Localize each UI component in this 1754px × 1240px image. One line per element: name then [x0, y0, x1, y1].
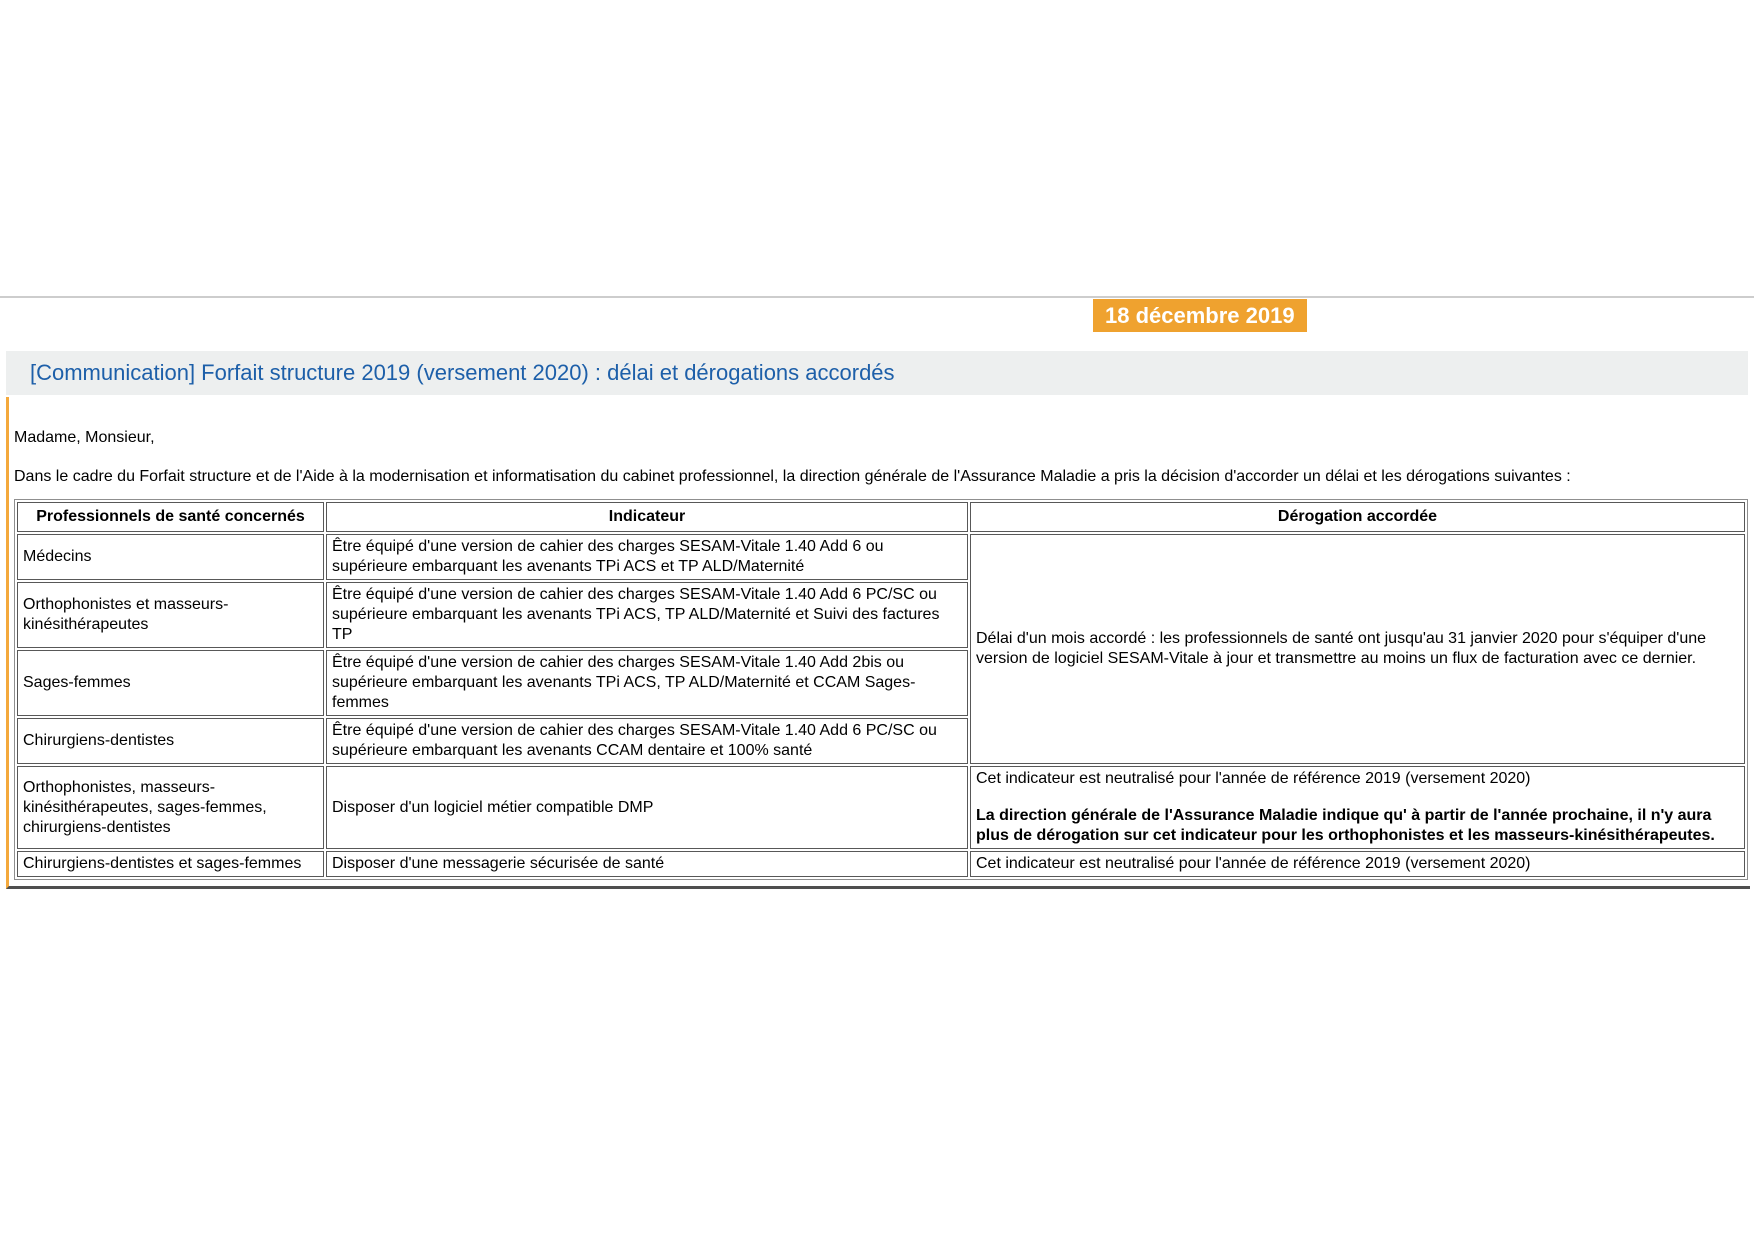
cell-professionnels: Orthophonistes, masseurs-kinésithérapeutes, sages-femmes, chirurgiens-dentistes [17, 766, 324, 849]
table-row [17, 534, 1745, 580]
cell-derogation [970, 766, 1745, 849]
cell-professionnels: Médecins [17, 534, 324, 580]
top-divider [0, 296, 1754, 298]
title-bar [6, 351, 1748, 395]
derogations-table [14, 499, 1748, 880]
cell-derogation-groupe: Délai d'un mois accordé : les professionnels de santé ont jusqu'au 31 janvier 2020 pour s'équiper d'une version de logiciel SESAM-Vitale à jour et transmettre au moins un flux de facturation avec ce dernier. [970, 534, 1745, 764]
cell-professionnels: Chirurgiens-dentistes [17, 718, 324, 764]
cell-indicateur: Disposer d'une messagerie sécurisée de santé [326, 851, 968, 877]
cell-indicateur: Disposer d'un logiciel métier compatible DMP [326, 766, 968, 849]
salutation: Madame, Monsieur, [14, 429, 155, 446]
cell-professionnels: Chirurgiens-dentistes et sages-femmes [17, 851, 324, 877]
header-indicateur: Indicateur [326, 502, 968, 532]
header-derogation: Dérogation accordée [970, 502, 1745, 532]
cell-indicateur: Être équipé d'une version de cahier des charges SESAM-Vitale 1.40 Add 6 PC/SC ou supérieure embarquant les avenants CCAM dentaire et 100% santé [326, 718, 968, 764]
cell-indicateur: Être équipé d'une version de cahier des charges SESAM-Vitale 1.40 Add 2bis ou supérieure embarquant les avenants TPi ACS, TP ALD/Maternité et CCAM Sages-femmes [326, 650, 968, 716]
cell-professionnels: Sages-femmes [17, 650, 324, 716]
intro-paragraph: Dans le cadre du Forfait structure et de l'Aide à la modernisation et informatisation du cabinet professionnel, la direction générale de l'Assurance Maladie a pris la décision d'accorder un délai et les dérogations suivantes : [14, 468, 1571, 485]
cell-derogation: Cet indicateur est neutralisé pour l'année de référence 2019 (versement 2020) [970, 851, 1745, 877]
header-professionnels: Professionnels de santé concernés [17, 502, 324, 532]
table-row [17, 766, 1745, 849]
cell-indicateur: Être équipé d'une version de cahier des charges SESAM-Vitale 1.40 Add 6 ou supérieure embarquant les avenants TPi ACS et TP ALD/Maternité [326, 534, 968, 580]
communication-body [6, 397, 1750, 889]
date-badge: 18 décembre 2019 [1093, 299, 1307, 332]
cell-professionnels: Orthophonistes et masseurs-kinésithérapeutes [17, 582, 324, 648]
table-row [17, 851, 1745, 877]
derogation-text: Cet indicateur est neutralisé pour l'année de référence 2019 (versement 2020) [976, 770, 1531, 787]
cell-indicateur: Être équipé d'une version de cahier des charges SESAM-Vitale 1.40 Add 6 PC/SC ou supérieure embarquant les avenants TPi ACS, TP ALD/Maternité et Suivi des factures TP [326, 582, 968, 648]
page-title: [Communication] Forfait structure 2019 (versement 2020) : délai et dérogations accordés [30, 360, 895, 385]
derogation-text-bold: La direction générale de l'Assurance Maladie indique qu' à partir de l'année prochaine, il n'y aura plus de dérogation sur cet indicateur pour les orthophonistes et les masseurs-kinésithérapeutes. [976, 807, 1715, 844]
table-header-row [17, 502, 1745, 532]
